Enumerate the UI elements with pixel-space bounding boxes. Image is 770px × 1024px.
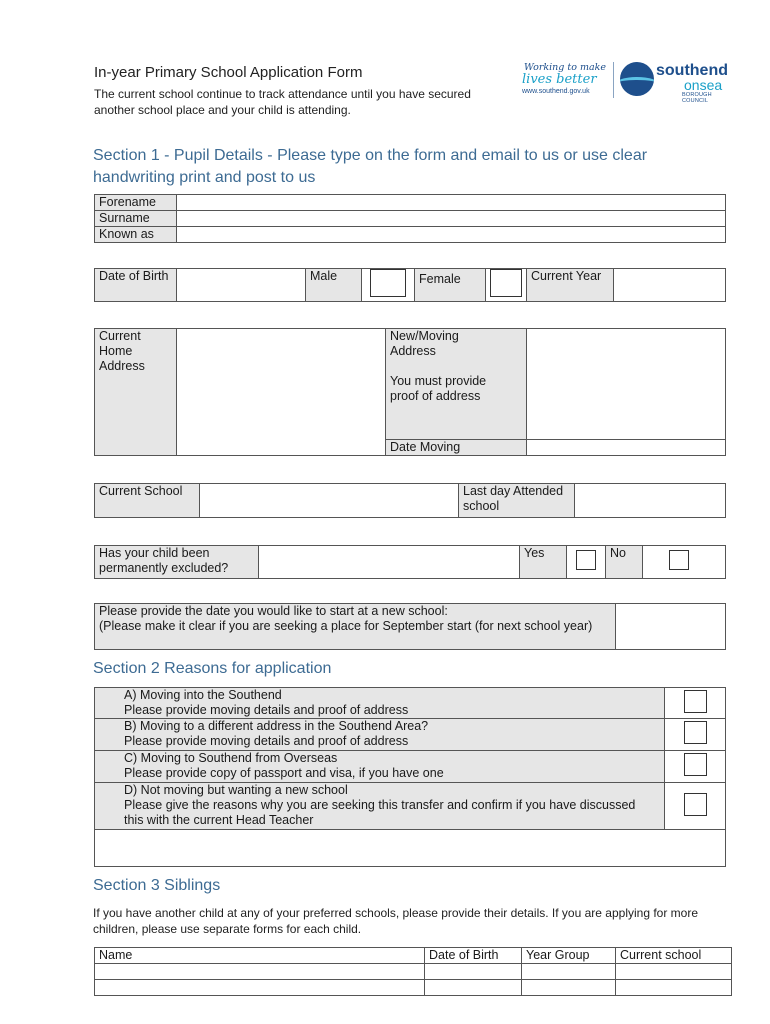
yes-label: Yes — [520, 546, 567, 579]
reason-d-detail: Please give the reasons why you are seeking this transfer and confirm if you have discussed this with the current Head Teacher — [124, 798, 636, 827]
start-date-input[interactable] — [616, 604, 726, 650]
current-school-label: Current School — [95, 484, 200, 518]
reason-b — [95, 719, 665, 751]
wave-emblem-icon — [620, 62, 654, 96]
table-row — [95, 980, 732, 996]
excluded-no-checkbox[interactable] — [669, 550, 689, 570]
col-current-school: Current school — [616, 948, 732, 964]
start-date-line-2: (Please make it clear if you are seeking a place for September start (for next school year) — [99, 619, 593, 633]
surname-input[interactable] — [177, 211, 726, 227]
school-table — [94, 483, 726, 518]
reason-a-detail: Please provide moving details and proof of address — [124, 703, 409, 717]
table-row — [95, 964, 732, 980]
sibling-name-input[interactable] — [95, 980, 425, 996]
reason-c-title: C) Moving to Southend from Overseas — [124, 751, 338, 765]
last-day-input[interactable] — [575, 484, 726, 518]
council-logo — [518, 60, 733, 102]
reason-d-checkbox[interactable] — [684, 793, 707, 816]
current-school-input[interactable] — [200, 484, 459, 518]
form-title: In-year Primary School Application Form — [94, 64, 363, 81]
sibling-school-input[interactable] — [616, 980, 732, 996]
names-table — [94, 194, 726, 243]
current-address-label: Current Home Address — [95, 329, 177, 456]
date-moving-label: Date Moving — [386, 440, 527, 456]
current-year-input[interactable] — [614, 269, 726, 302]
col-dob: Date of Birth — [425, 948, 522, 964]
sibling-year-input[interactable] — [522, 964, 616, 980]
excluded-table — [94, 545, 726, 579]
dob-label: Date of Birth — [95, 269, 177, 302]
surname-label: Surname — [95, 211, 177, 227]
female-label: Female — [415, 269, 486, 302]
logo-brand-1: southend — [656, 62, 728, 79]
reason-b-title: B) Moving to a different address in the Southend Area? — [124, 719, 429, 733]
reason-b-checkbox[interactable] — [684, 721, 707, 744]
forename-input[interactable] — [177, 195, 726, 211]
section-3-heading: Section 3 Siblings — [93, 877, 221, 894]
form-intro: The current school continue to track attendance until you have secured another school place and your child is attending. — [94, 87, 471, 117]
last-day-label: Last day Attended school — [459, 484, 575, 518]
proof-note: You must provide proof of address — [390, 374, 487, 403]
date-moving-input[interactable] — [527, 440, 726, 456]
excluded-yes-checkbox[interactable] — [576, 550, 596, 570]
reason-c-detail: Please provide copy of passport and visa, if you have one — [124, 766, 444, 780]
reason-a — [95, 688, 665, 719]
reason-a-title: A) Moving into the Southend — [124, 688, 282, 702]
new-address-input[interactable] — [527, 329, 726, 440]
new-address-label: New/Moving Address — [390, 329, 459, 358]
col-year-group: Year Group — [522, 948, 616, 964]
sibling-school-input[interactable] — [616, 964, 732, 980]
sibling-dob-input[interactable] — [425, 964, 522, 980]
reason-b-detail: Please provide moving details and proof of address — [124, 734, 409, 748]
address-table — [94, 328, 726, 456]
current-year-label: Current Year — [527, 269, 614, 302]
reason-c-checkbox[interactable] — [684, 753, 707, 776]
reason-c — [95, 751, 665, 783]
logo-tagline-2: lives better — [522, 72, 597, 87]
sibling-name-input[interactable] — [95, 964, 425, 980]
section-1-heading: Section 1 - Pupil Details - Please type on the form and email to us or use clear handwriting print and post to us — [93, 147, 648, 186]
male-checkbox[interactable] — [370, 269, 406, 297]
sibling-dob-input[interactable] — [425, 980, 522, 996]
logo-divider — [613, 62, 614, 98]
excluded-question: Has your child been permanently excluded? — [95, 546, 259, 579]
logo-brand-3: BOROUGH COUNCIL — [682, 92, 712, 104]
female-checkbox[interactable] — [490, 269, 522, 297]
forename-label: Forename — [95, 195, 177, 211]
reasons-textarea[interactable] — [95, 830, 726, 867]
dob-input[interactable] — [177, 269, 306, 302]
logo-brand-2: onsea — [684, 77, 723, 93]
logo-url: www.southend.gov.uk — [522, 88, 590, 95]
reasons-table — [94, 687, 726, 867]
start-date-table — [94, 603, 726, 650]
sibling-year-input[interactable] — [522, 980, 616, 996]
current-address-input[interactable] — [177, 329, 386, 456]
siblings-table — [94, 947, 732, 996]
siblings-instructions: If you have another child at any of your preferred schools, please provide their details. If you are applying for more children, please use separate forms for each child. — [93, 906, 699, 936]
male-label: Male — [306, 269, 362, 302]
col-name: Name — [95, 948, 425, 964]
reason-a-checkbox[interactable] — [684, 690, 707, 713]
known-as-label: Known as — [95, 227, 177, 243]
logo-tagline-1: Working to make — [524, 62, 607, 73]
no-label: No — [606, 546, 643, 579]
dob-table — [94, 268, 726, 302]
reason-d-title: D) Not moving but wanting a new school — [124, 783, 348, 797]
known-as-input[interactable] — [177, 227, 726, 243]
start-date-line-1: Please provide the date you would like to start at a new school: — [99, 604, 448, 618]
reason-d — [95, 783, 665, 830]
section-2-heading: Section 2 Reasons for application — [93, 660, 332, 677]
